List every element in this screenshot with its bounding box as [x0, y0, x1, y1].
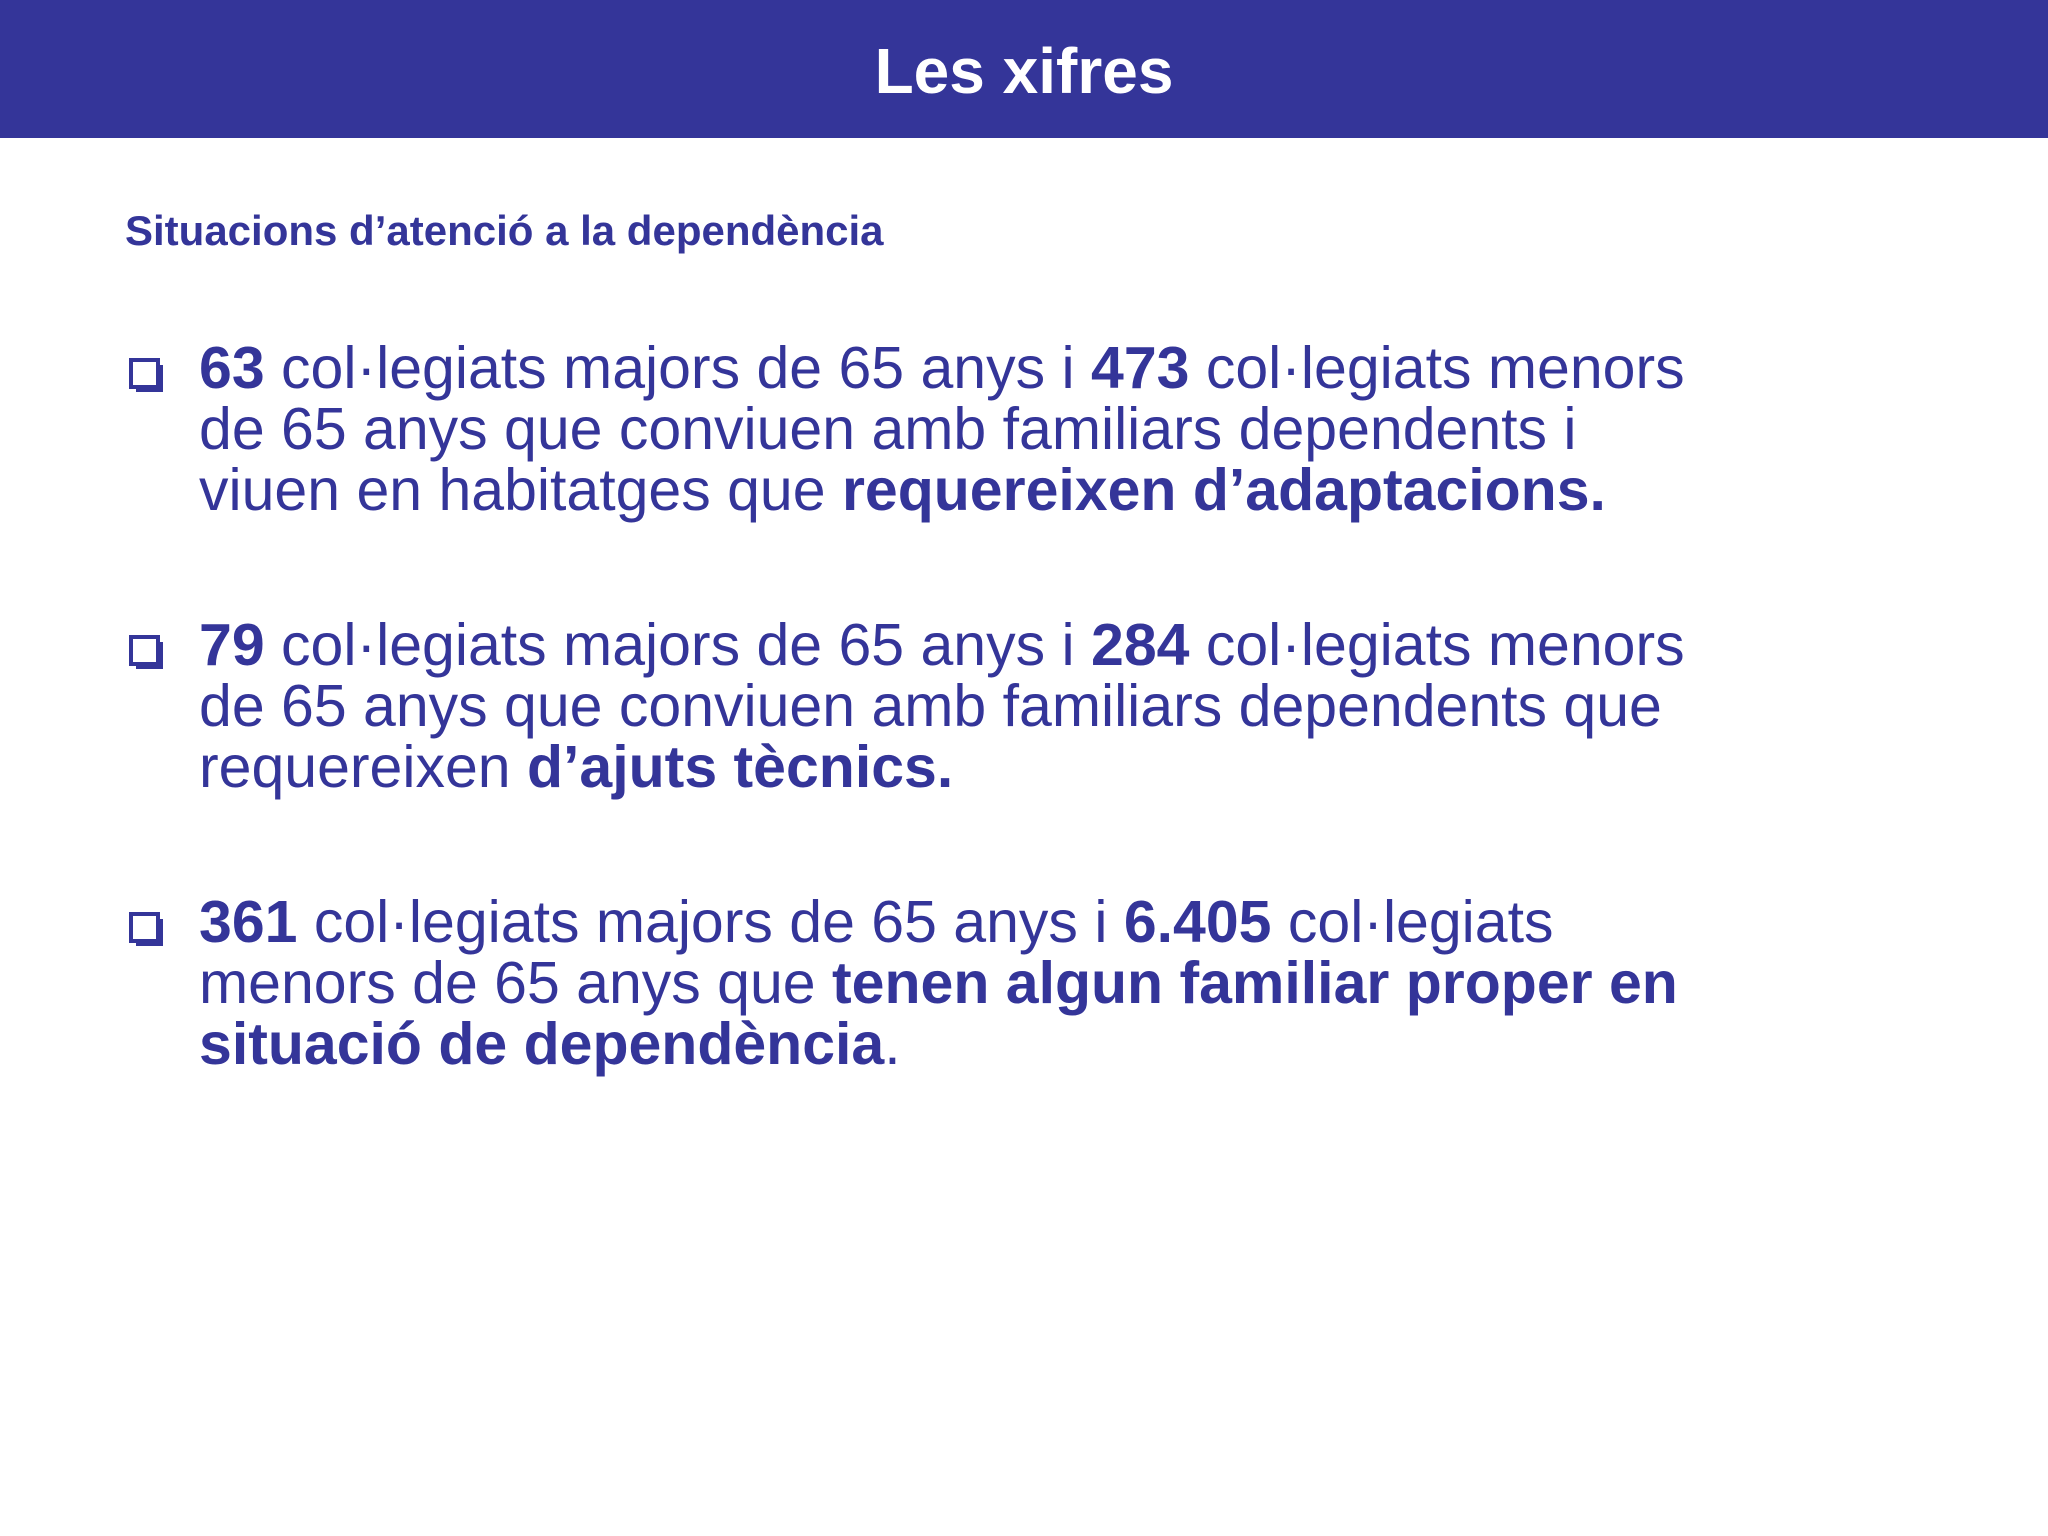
figure-older: 361 [199, 889, 298, 955]
text-span: . [884, 1011, 901, 1077]
bullet-item [126, 889, 2006, 1077]
figure-younger: 6.405 [1123, 889, 1272, 955]
header-bar [0, 0, 2048, 138]
section-subtitle: Situacions d’atenció a la dependència [125, 207, 884, 254]
emphasis-text: situació de dependència [199, 1011, 885, 1077]
text-line [199, 335, 2006, 401]
figure-older: 63 [199, 335, 265, 401]
emphasis-text: requereixen d’adaptacions. [841, 457, 1606, 523]
figure-younger: 473 [1091, 335, 1190, 401]
text-span: col·legiats menors [1189, 335, 1685, 401]
emphasis-text: tenen algun familiar proper en [832, 950, 1678, 1016]
text-span: viuen en habitatges que [199, 457, 842, 523]
text-span: col·legiats menors [1189, 612, 1685, 678]
text-span: de 65 anys que conviuen amb familiars dependents i [199, 396, 1577, 462]
bullet-text [199, 889, 2006, 1077]
checkbox-outline-icon [129, 912, 165, 948]
text-line [199, 612, 2006, 678]
text-line [199, 673, 2006, 739]
bullet-text [199, 335, 2006, 523]
text-span: col·legiats majors de 65 anys i [264, 612, 1092, 678]
text-span: col·legiats majors de 65 anys i [264, 335, 1092, 401]
text-line [199, 950, 2006, 1016]
bullet-text [199, 612, 2006, 800]
text-span: col·legiats majors de 65 anys i [297, 889, 1124, 955]
figure-younger: 284 [1091, 612, 1190, 678]
text-span: de 65 anys que conviuen amb familiars dependents que [199, 673, 1662, 739]
text-span: menors de 65 anys que [199, 950, 833, 1016]
text-span: col·legiats [1271, 889, 1554, 955]
figure-older: 79 [199, 612, 265, 678]
checkbox-outline-icon [129, 358, 165, 394]
text-line [199, 889, 2006, 955]
bullet-item [126, 335, 2006, 523]
checkbox-outline-icon [129, 635, 165, 671]
text-line [199, 1011, 2006, 1077]
emphasis-text: d’ajuts tècnics. [527, 734, 954, 800]
text-span: requereixen [199, 734, 527, 800]
page-title: Les xifres [874, 35, 1174, 107]
text-line [199, 396, 2006, 462]
bullet-item [126, 612, 2006, 800]
text-line [199, 734, 2006, 800]
text-line [199, 457, 2006, 523]
